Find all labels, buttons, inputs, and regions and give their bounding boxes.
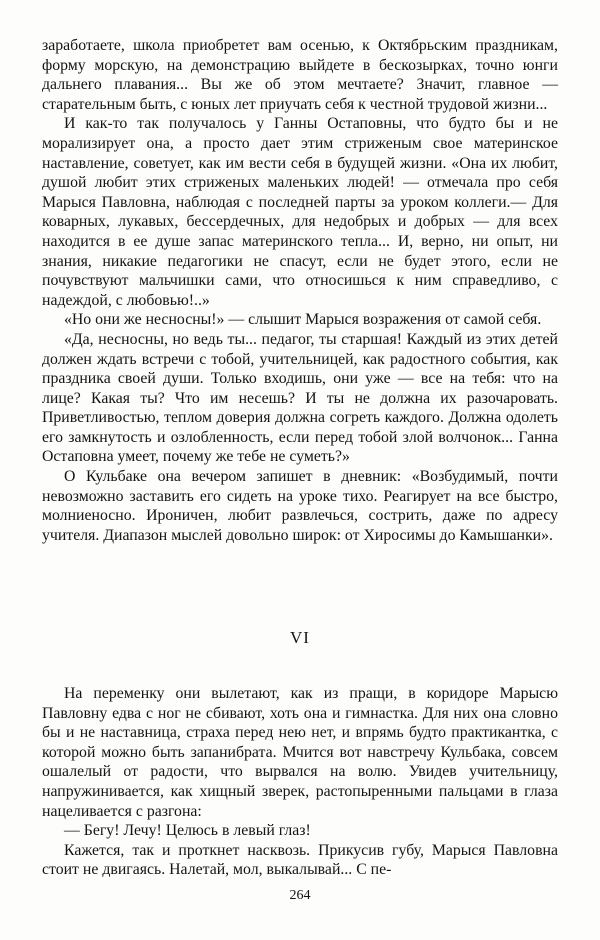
page-number: 264 bbox=[289, 888, 311, 903]
body-text-top bbox=[42, 36, 558, 545]
paragraph-6: На переменку они вылетают, как из пращи, в коридоре Марысю Павловну едва с ног не сбивают, хоть она и гимнастка. Для них она словно бы и не наставница, страха перед нею нет, и впрямь будто практикантка, с которой можно быть запанибрата. Мчится вот навстречу Кульбака, совсем ошалелый от радости, что вырвался на волю. Увидев учительницу, напружинивается, как хищный зверек, растопыренными пальцами в глаза нацеливается с разгона: bbox=[42, 685, 558, 820]
paragraph-8: Кажется, так и проткнет насквозь. Прикусив губу, Марыся Павловна стоит не двигаясь. Налетай, мол, выкалывай... С пе- bbox=[42, 841, 558, 879]
paragraph-5: О Кульбаке она вечером запишет в дневник: «Возбудимый, почти невозможно заставить его сидеть на уроке тихо. Реагирует на все быстро, молниеносно. Ироничен, любит развлечься, сострить, даже по адресу учителя. Диапазон мыслей довольно широк: от Хиросимы до Камышанки». bbox=[42, 468, 558, 544]
paragraph-4: «Да, несносны, но ведь ты... педагог, ты старшая! Каждый из этих детей должен ждать встречи с тобой, учительницей, как радостного события, как праздника своей души. Только входишь, они уже — все на тебя: что на лице? Какая ты? Что им несешь? И ты не должна их разочаровать. Приветливостью, теплом доверия должна согреть каждого. Должна одолеть его замкнутость и озлобленность, если перед тобой злой волчонок... Ганна Остаповна умеет, почему же тебе не суметь?» bbox=[42, 330, 558, 466]
body-text-bottom bbox=[42, 684, 558, 880]
paragraph-7: — Бегу! Лечу! Целюсь в левый глаз! bbox=[64, 822, 311, 840]
paragraph-1: заработаете, школа приобретет вам осенью, к Октябрьским праздникам, форму морскую, на демонстрацию выйдете в бескозырках, точно юнги дальнего плавания... Вы же об этом мечтаете? Значит, главное — старательным быть, с юных лет приучать себя к честной трудовой жизни... bbox=[42, 37, 558, 113]
paragraph-3: «Но они же несносны!» — слышит Марыся возражения от самой себя. bbox=[64, 311, 542, 329]
paragraph-2: И как-то так получалось у Ганны Остаповны, что будто бы и не морализирует она, а просто дает этим стриженым свое материнское наставление, советует, как им вести себя в будущей жизни. «Она их любит, душой любит этих стриженых маленьких людей! — отмечала про себя Марыся Павловна, наблюдая с последней парты за уроком коллеги.— Для коварных, лукавых, бессердечных, для недобрых и добрых — для всех находится в ее душе запас материнского тепла... И, верно, ни опыт, ни знания, никакие педагогики не спасут, если не будет этого, если не почувствуют мальчишки сами, что относишься к ним справедливо, с надеждой, с любовью!..» bbox=[42, 115, 558, 309]
chapter-heading: VI bbox=[290, 628, 310, 647]
